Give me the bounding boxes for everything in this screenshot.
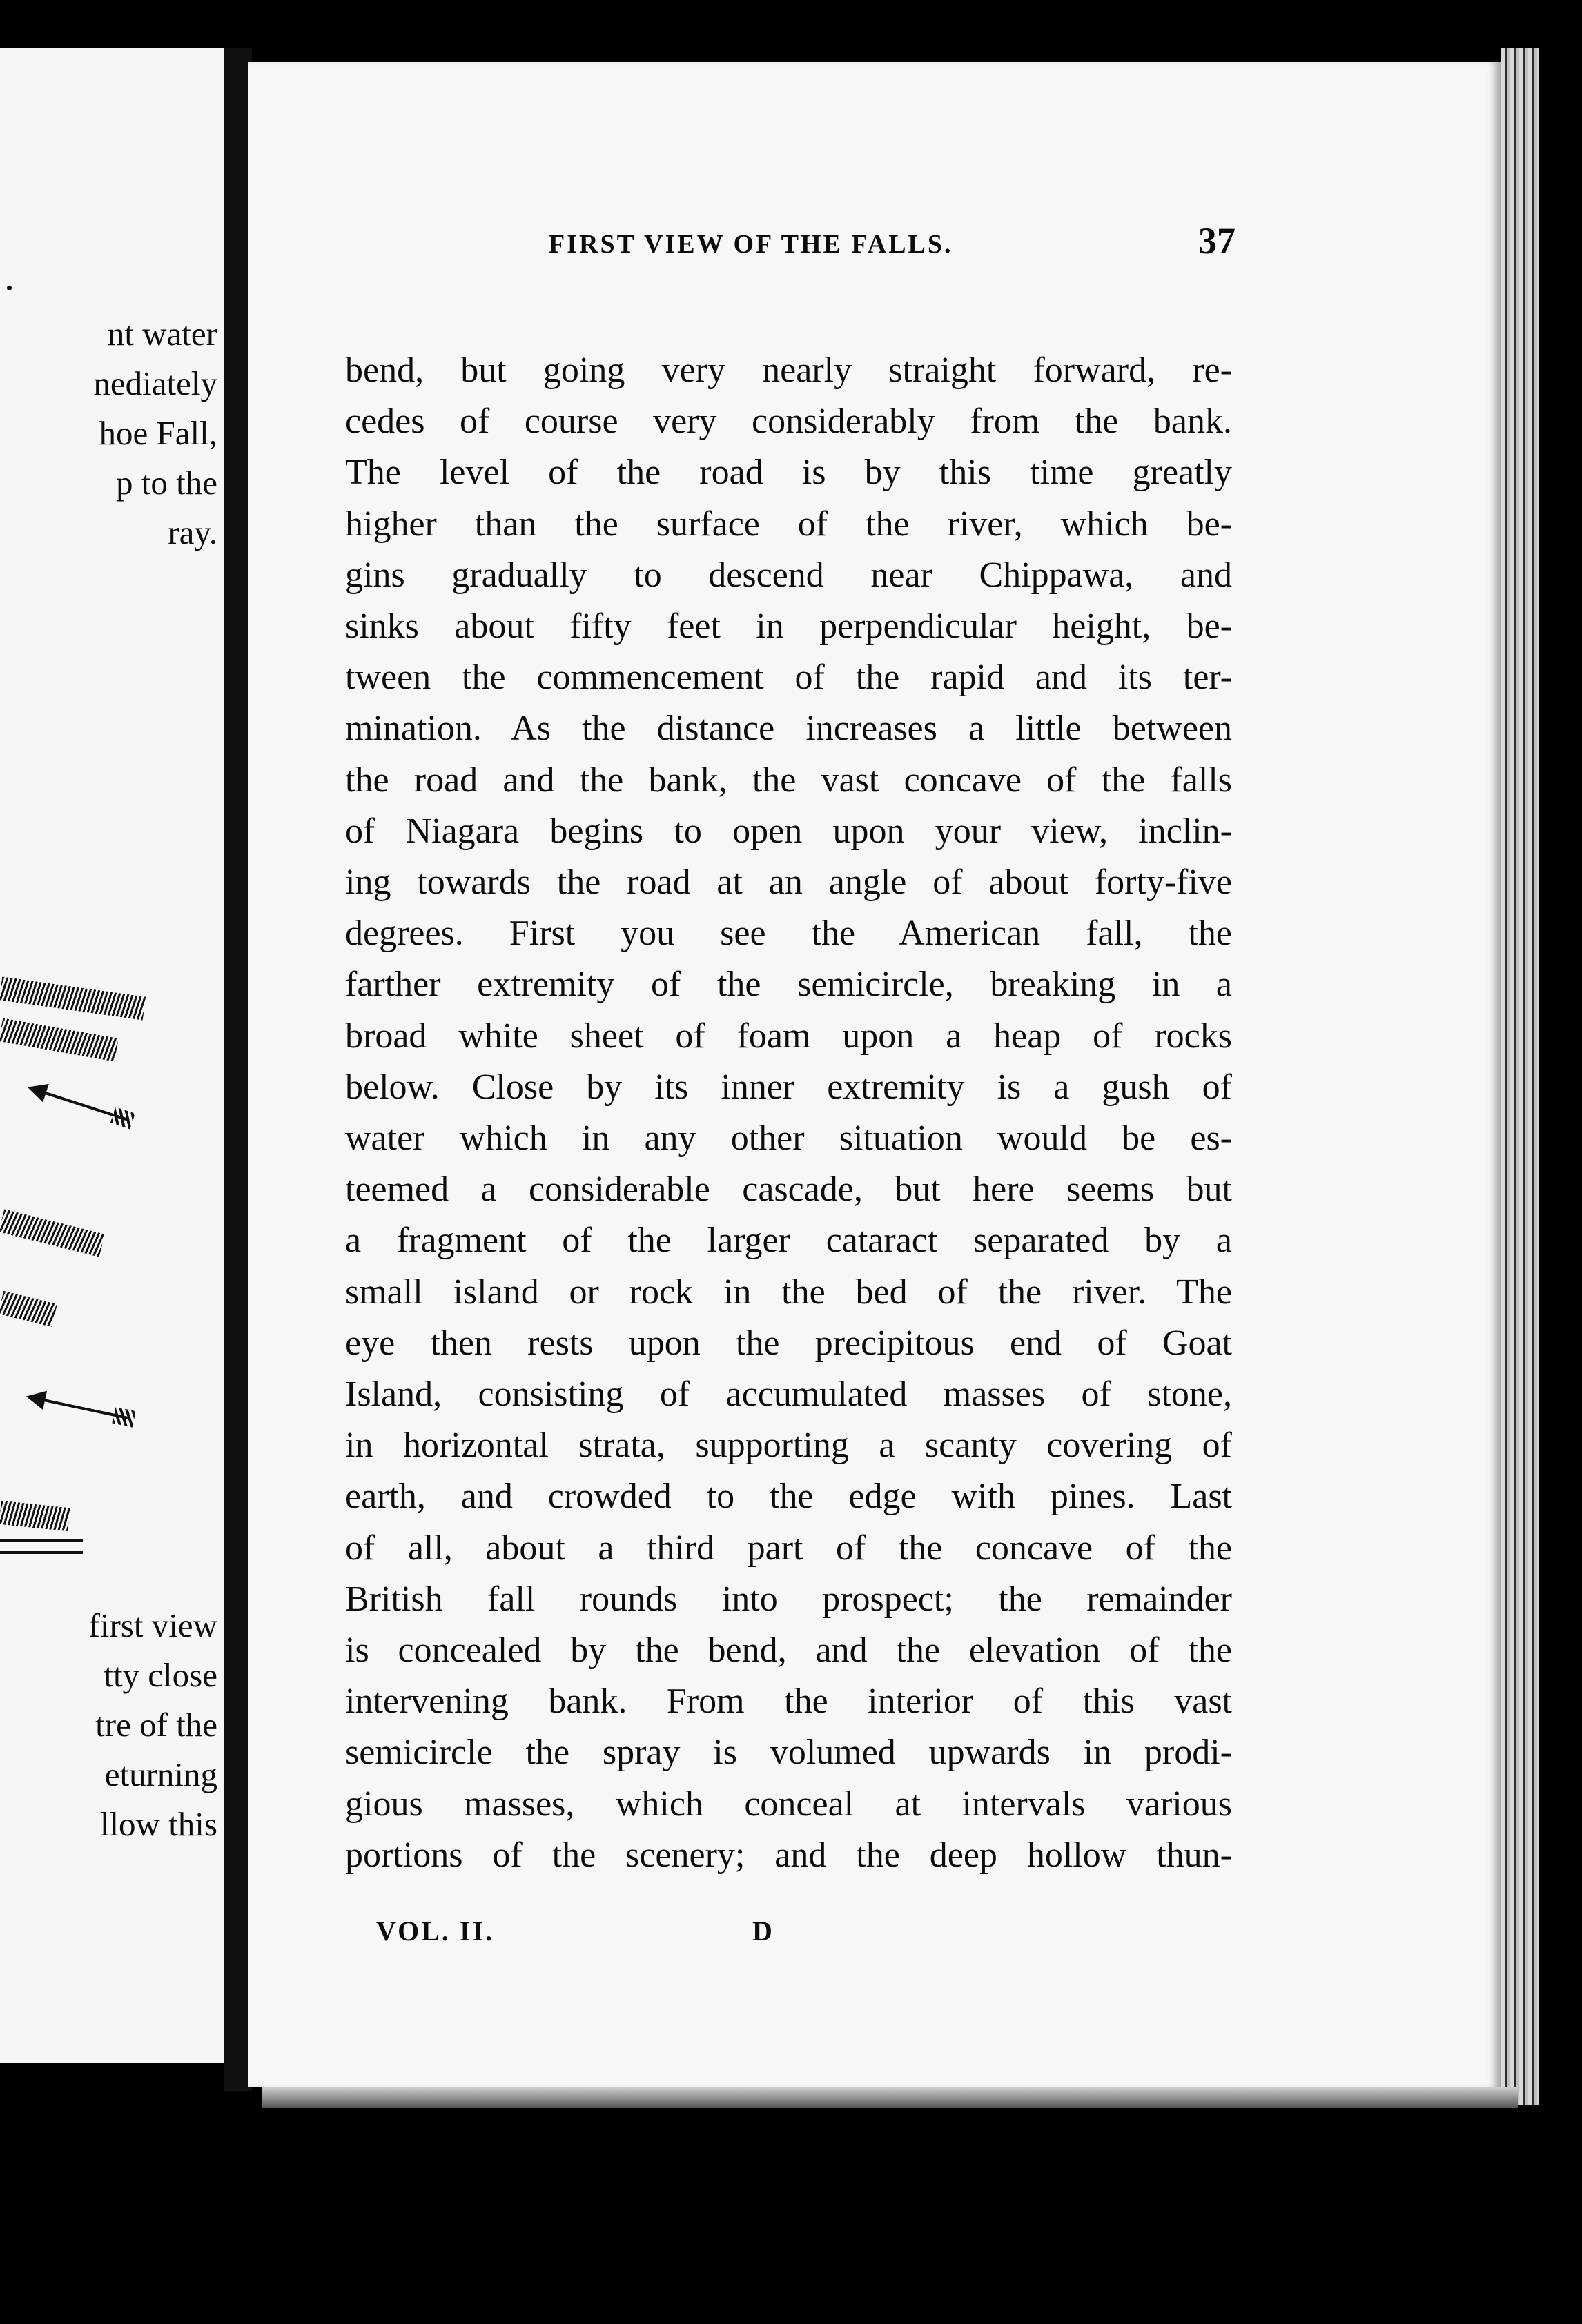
text-line: farther extremity of the semicircle, breaking in a: [345, 965, 1232, 1005]
illustration-arrow-icon: [26, 1075, 133, 1133]
text-line: Island, consisting of accumulated masses of stone,: [345, 1375, 1232, 1415]
facing-page-text-line: eturning: [104, 1755, 217, 1793]
text-line: small island or rock in the bed of the river. The: [345, 1272, 1232, 1312]
text-line: semicircle the spray is volumed upwards in prodi-: [345, 1733, 1232, 1773]
illustration-arrow-icon: [26, 1383, 133, 1432]
illustration-hatching: [0, 1501, 70, 1531]
facing-page-text-line: tty close: [104, 1656, 217, 1694]
text-line: eye then rests upon the precipitous end of Goat: [345, 1323, 1232, 1363]
facing-page-text-line: tre of the: [95, 1706, 217, 1744]
text-line: mination. As the distance increases a little between: [345, 709, 1232, 749]
text-line: tween the commencement of the rapid and its ter-: [345, 658, 1232, 698]
illustration-rule: [0, 1539, 83, 1554]
text-line: below. Close by its inner extremity is a gush of: [345, 1067, 1232, 1107]
text-line: a fragment of the larger cataract separated by a: [345, 1221, 1232, 1261]
page-edge: [1501, 48, 1539, 2105]
facing-page-text-line: hoe Fall,: [99, 414, 217, 452]
illustration-hatching: [0, 1291, 57, 1327]
running-head: FIRST VIEW OF THE FALLS.: [549, 230, 953, 259]
footer-volume: VOL. II.: [376, 1916, 495, 1947]
text-line: gins gradually to descend near Chippawa, and: [345, 555, 1232, 595]
text-line: The level of the road is by this time greatly: [345, 453, 1232, 493]
body-text: [345, 345, 1232, 1881]
text-line: degrees. First you see the American fall, the: [345, 914, 1232, 954]
facing-page: [0, 48, 224, 2063]
text-line: British fall rounds into prospect; the remainder: [345, 1579, 1232, 1619]
facing-page-text-line: llow this: [99, 1805, 217, 1843]
facing-page-text-line: nt water: [107, 315, 217, 353]
text-line: of Niagara begins to open upon your view, inclin-: [345, 811, 1232, 851]
text-line: in horizontal strata, supporting a scanty covering of: [345, 1426, 1232, 1466]
illustration-hatching: [0, 1018, 119, 1061]
text-line: of all, about a third part of the concave of the: [345, 1528, 1232, 1568]
text-line: earth, and crowded to the edge with pines. Last: [345, 1477, 1232, 1517]
text-line: ing towards the road at an angle of about forty-five: [345, 863, 1232, 903]
page-number: 37: [1198, 220, 1236, 262]
illustration-hatching: [0, 977, 146, 1021]
text-line: water which in any other situation would be es-: [345, 1119, 1232, 1159]
text-line: intervening bank. From the interior of this vast: [345, 1682, 1232, 1722]
illustration-hatching: [0, 1209, 105, 1257]
facing-page-mark: .: [4, 253, 14, 299]
facing-page-text-line: first view: [88, 1606, 217, 1644]
facing-page-text-line: nediately: [93, 364, 217, 402]
text-line: the road and the bank, the vast concave of the falls: [345, 760, 1232, 800]
page-bottom-edge: [262, 2087, 1518, 2108]
book-gutter: [224, 48, 252, 2091]
text-line: broad white sheet of foam upon a heap of rocks: [345, 1016, 1232, 1056]
facing-page-text-line: p to the: [116, 464, 217, 502]
text-line: higher than the surface of the river, which be-: [345, 504, 1232, 544]
text-line: cedes of course very considerably from the bank.: [345, 402, 1232, 442]
text-line: bend, but going very nearly straight forward, re-: [345, 351, 1232, 390]
text-line: is concealed by the bend, and the elevation of the: [345, 1631, 1232, 1671]
facing-page-text-line: ray.: [168, 513, 217, 551]
text-line: sinks about fifty feet in perpendicular height, be-: [345, 607, 1232, 647]
text-line: teemed a considerable cascade, but here seems but: [345, 1170, 1232, 1210]
text-line: gious masses, which conceal at intervals various: [345, 1784, 1232, 1824]
footer-signature: D: [752, 1916, 772, 1947]
text-line: portions of the scenery; and the deep hollow thun-: [345, 1835, 1232, 1875]
